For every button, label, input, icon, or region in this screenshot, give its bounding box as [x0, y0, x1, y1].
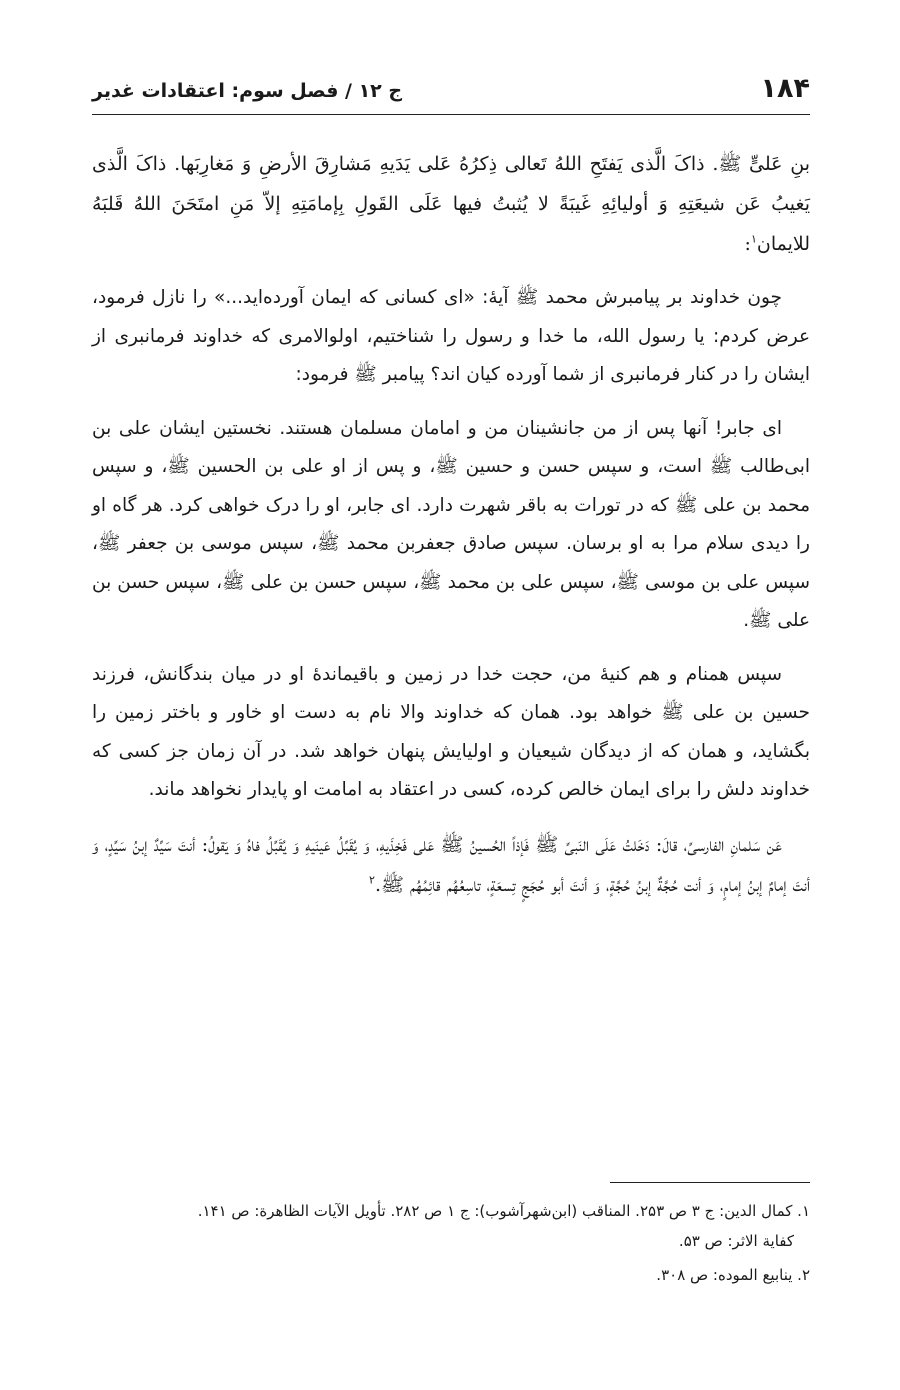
footnote-ref-2[interactable]: ۲	[369, 873, 375, 887]
footnote-1	[92, 1196, 810, 1256]
footnote-divider	[610, 1182, 810, 1183]
footnote-2	[92, 1260, 810, 1290]
footnote-ref-1[interactable]: ۱	[750, 232, 757, 246]
paragraph-2: چون خداوند بر پیامبرش محمد ﷺ آیهٔ: «ای کسانی که ایمان آورده‌اید...» را نازل فرمود، عرض کردم: یا رسول الله، ما خدا و رسول را شناختیم، اولوالامری که خداوند فرمانبری از ایشان را در کنار فرمانبری از شما آورده کیان اند؟ پیامبر ﷺ فرمود:	[92, 287, 810, 385]
paragraph-5-text: عَن سَلمانِ الفارسیِّ، قالَ: دَخَلتُ عَلَی النَبیِّ ﷺ فَإذاً الحُسینُ ﷺ عَلی فَخِذَیهِ، وَ یُقَبِّلُ عَینَیهِ وَ یُقَبِّلُ فاهُ وَ یَقولُ: أنتَ سَیِّدٌ إبنُ سَیِّدٍ، وَ أنتَ إمامٌ إبنُ إمامٍ، وَ أنت حُجَّةٌ إبنُ حُجَّةٍ، وَ أنتَ أبو حُجَجٍ تِسعَةٍ، تاسِعُهُم قائِمُهُم ﷺ.	[92, 833, 810, 896]
paragraph-arabic-1	[92, 144, 810, 264]
footnotes	[92, 1196, 810, 1294]
paragraph-1-ending: :	[744, 233, 751, 255]
footnote-1-text: ۱. کمال الدین: ج ۳ ص ۲۵۳. المناقب (ابن‌شهرآشوب): ج ۱ ص ۲۸۲. تأویل الآیات الظاهرة: ص ۱۴۱.	[197, 1202, 810, 1220]
paragraph-3: ای جابر! آنها پس از من جانشینان من و امامان مسلمان هستند. نخستین ایشان علی بن ابی‌طالب ﷺ است، و سپس حسن و حسین ﷺ، و پس از او علی بن الحسین ﷺ، و سپس محمد بن علی ﷺ که در تورات به باقر شهرت دارد. ای جابر، او را درک خواهی کرد. هر گاه او را دیدی سلام مرا به او برسان. سپس صادق جعفربن محمد ﷺ، سپس موسی بن جعفر ﷺ، سپس علی بن موسی ﷺ، سپس علی بن محمد ﷺ، سپس حسن بن علی ﷺ، سپس حسن بن علی ﷺ.	[92, 417, 810, 631]
paragraph-4: سپس همنام و هم کنیهٔ من، حجت خدا در زمین و باقیماندهٔ او در میان بندگانش، فرزند حسین بن علی ﷺ خواهد بود. همان که خداوند والا نام به دست او خاور و باختر زمین را بگشاید، و همان که از دیدگان شیعیان و اولیایش پنهان خواهد شد. در آن زمان جز کسی که خداوند دلش را برای ایمان خالص کرده، کسی در اعتقاد به امامت او پایدار نخواهد ماند.	[92, 663, 810, 800]
body-text	[92, 144, 810, 920]
paragraph-arabic-5	[92, 825, 810, 905]
footnote-2-text: ۲. ینابیع الموده: ص ۳۰۸.	[656, 1266, 810, 1284]
book-page	[92, 0, 810, 1390]
page-number: ۱۸۴	[760, 73, 810, 104]
paragraph-1-text: بنِ عَلیٍّ ﷺ. ذاکَ الَّذی یَفتَحِ اللهُ تَعالی ذِکرُهُ عَلی یَدَیهِ مَشارِقَ الأرضِ وَ مَغارِبَها. ذاکَ الَّذی یَغیبُ عَن شیعَتِهِ وَ أولیائِهِ غَیبَةً لا یُثبتُ فیها عَلَی القَولِ بِإمامَتِهِ إلاّ مَنِ امتَحَنَ اللهُ قَلبَهُ للایمان	[92, 153, 810, 255]
running-header	[92, 66, 810, 115]
footnote-1-continuation: کفایة الاثر: ص ۵۳.	[678, 1232, 794, 1250]
chapter-title: ج ۱۲ / فصل سوم: اعتقادات غدیر	[92, 80, 403, 102]
